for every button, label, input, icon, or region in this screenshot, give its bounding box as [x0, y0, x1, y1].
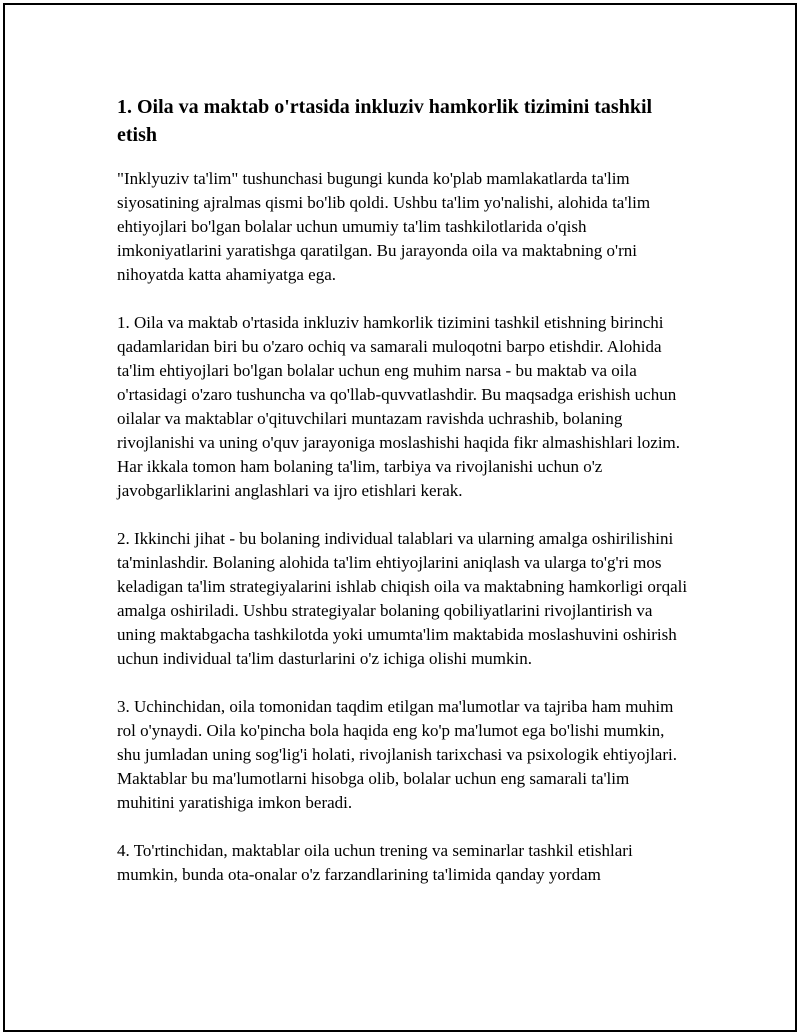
intro-paragraph: "Inklyuziv ta'lim" tushunchasi bugungi kunda ko'plab mamlakatlarda ta'lim siyosatining ajralmas qismi bo'lib qoldi. Ushbu ta'lim yo'nalishi, alohida ta'lim ehtiyojlari bo'lgan bolalar uchun umumiy ta'lim tashkilotlarida o'qish imkoniyatlarini yaratishga qaratilgan. Bu jarayonda oila va maktabning o'rni nihoyatda katta ahamiyatga ega. — [117, 169, 651, 284]
paragraph-point-1: 1. Oila va maktab o'rtasida inkluziv hamkorlik tizimini tashkil etishning birinchi qadamlaridan biri bu o'zaro ochiq va samarali muloqotni barpo etishdir. Alohida ta'lim ehtiyojlari bo'lgan bolalar uchun eng muhim narsa - bu maktab va oila o'rtasidagi o'zaro tushuncha va qo'llab-quvvatlashdir. Bu maqsadga erishish uchun oilalar va maktablar o'qituvchilari muntazam ravishda uchrashib, bolaning rivojlanishi va uning o'quv jarayoniga moslashishi haqida fikr almashishlari lozim. Har ikkala tomon ham bolaning ta'lim, tarbiya va rivojlanishi uchun o'z javobgarliklarini anglashlari va ijro etishlari kerak. — [117, 313, 681, 500]
document-body — [117, 93, 689, 911]
paragraph-point-3: 3. Uchinchidan, oila tomonidan taqdim etilgan ma'lumotlar va tajriba ham muhim rol o'ynaydi. Oila ko'pincha bola haqida eng ko'p ma'lumot ega bo'lishi mumkin, shu jumladan uning sog'lig'i holati, rivojlanish tarixchasi va psixologik ehtiyojlari. Maktablar bu ma'lumotlarni hisobga olib, bolalar uchun eng samarali ta'lim muhitini yaratishiga imkon beradi. — [117, 697, 677, 812]
section-heading: 1. Oila va maktab o'rtasida inkluziv hamkorlik tizimini tashkil etish — [117, 96, 653, 146]
paragraph-point-4: 4. To'rtinchidan, maktablar oila uchun trening va seminarlar tashkil etishlari mumkin, bunda ota-onalar o'z farzandlarining ta'limida qanday yordam — [117, 841, 633, 884]
paragraph-point-2: 2. Ikkinchi jihat - bu bolaning individual talablari va ularning amalga oshirilishini ta'minlashdir. Bolaning alohida ta'lim ehtiyojlarini aniqlash va ularga to'g'ri mos keladigan ta'lim strategiyalarini ishlab chiqish oila va maktabning hamkorligi orqali amalga oshiriladi. Ushbu strategiyalar bolaning qobiliyatlarini rivojlantirish va uning maktabgacha tashkilotda yoki umumta'lim maktabida moslashuvini oshirish uchun individual ta'lim dasturlarini o'z ichiga olishi mumkin. — [117, 529, 688, 668]
